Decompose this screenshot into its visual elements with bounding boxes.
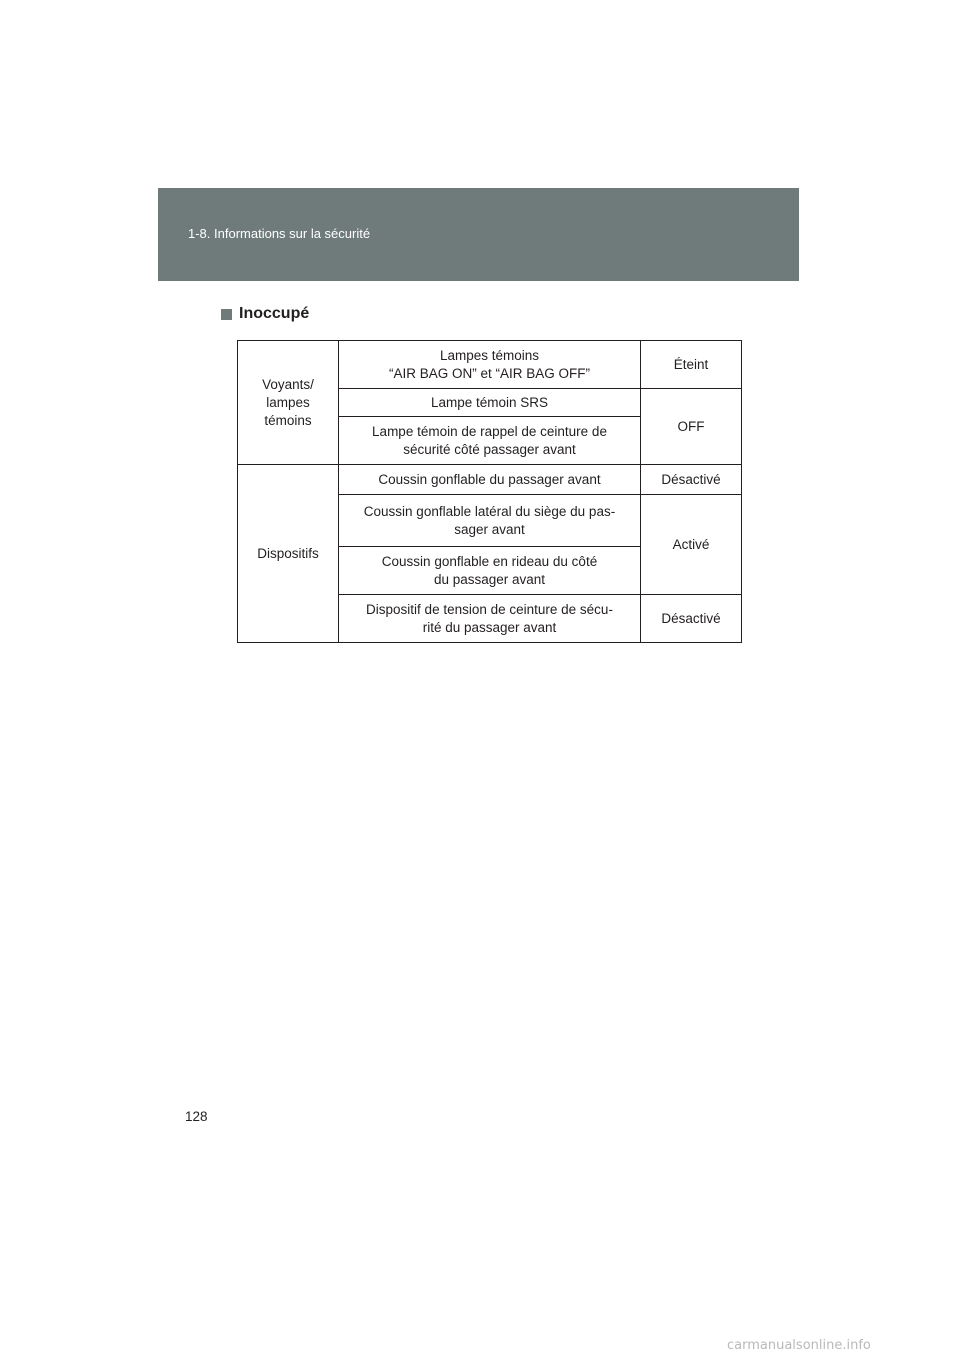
table-row	[238, 341, 742, 389]
table-cell-status: OFF	[641, 389, 742, 465]
footer-logo: carmanualsonline.info	[727, 1338, 871, 1353]
table-cell-item: Lampe témoin de rappel de ceinture de sécurité côté passager avant	[339, 417, 641, 465]
table-cell-item: Coussin gonflable en rideau du côté du passager avant	[339, 547, 641, 595]
table-cell-item: Coussin gonflable latéral du siège du pas- sager avant	[339, 495, 641, 547]
section-title	[221, 305, 309, 323]
table-cell-item: Dispositif de tension de ceinture de sécu- rité du passager avant	[339, 595, 641, 643]
table-cell-status: Désactivé	[641, 465, 742, 495]
section-header: 1-8. Informations sur la sécurité	[188, 226, 371, 241]
section-title-text: Inoccupé	[239, 305, 310, 322]
header-band	[158, 188, 799, 281]
page-number: 128	[185, 1109, 208, 1124]
table-cell-status: Désactivé	[641, 595, 742, 643]
table-cell-item: Coussin gonflable du passager avant	[339, 465, 641, 495]
table-cell-status: Éteint	[641, 341, 742, 389]
square-bullet-icon	[221, 309, 232, 320]
table-row	[238, 465, 742, 495]
group-label-indicators: Voyants/ lampes témoins	[238, 341, 339, 465]
status-table	[237, 340, 742, 643]
group-label-devices: Dispositifs	[238, 465, 339, 643]
table-cell-item: Lampe témoin SRS	[339, 389, 641, 417]
table-cell-status: Activé	[641, 495, 742, 595]
table-cell-item: Lampes témoins “AIR BAG ON” et “AIR BAG OFF”	[339, 341, 641, 389]
